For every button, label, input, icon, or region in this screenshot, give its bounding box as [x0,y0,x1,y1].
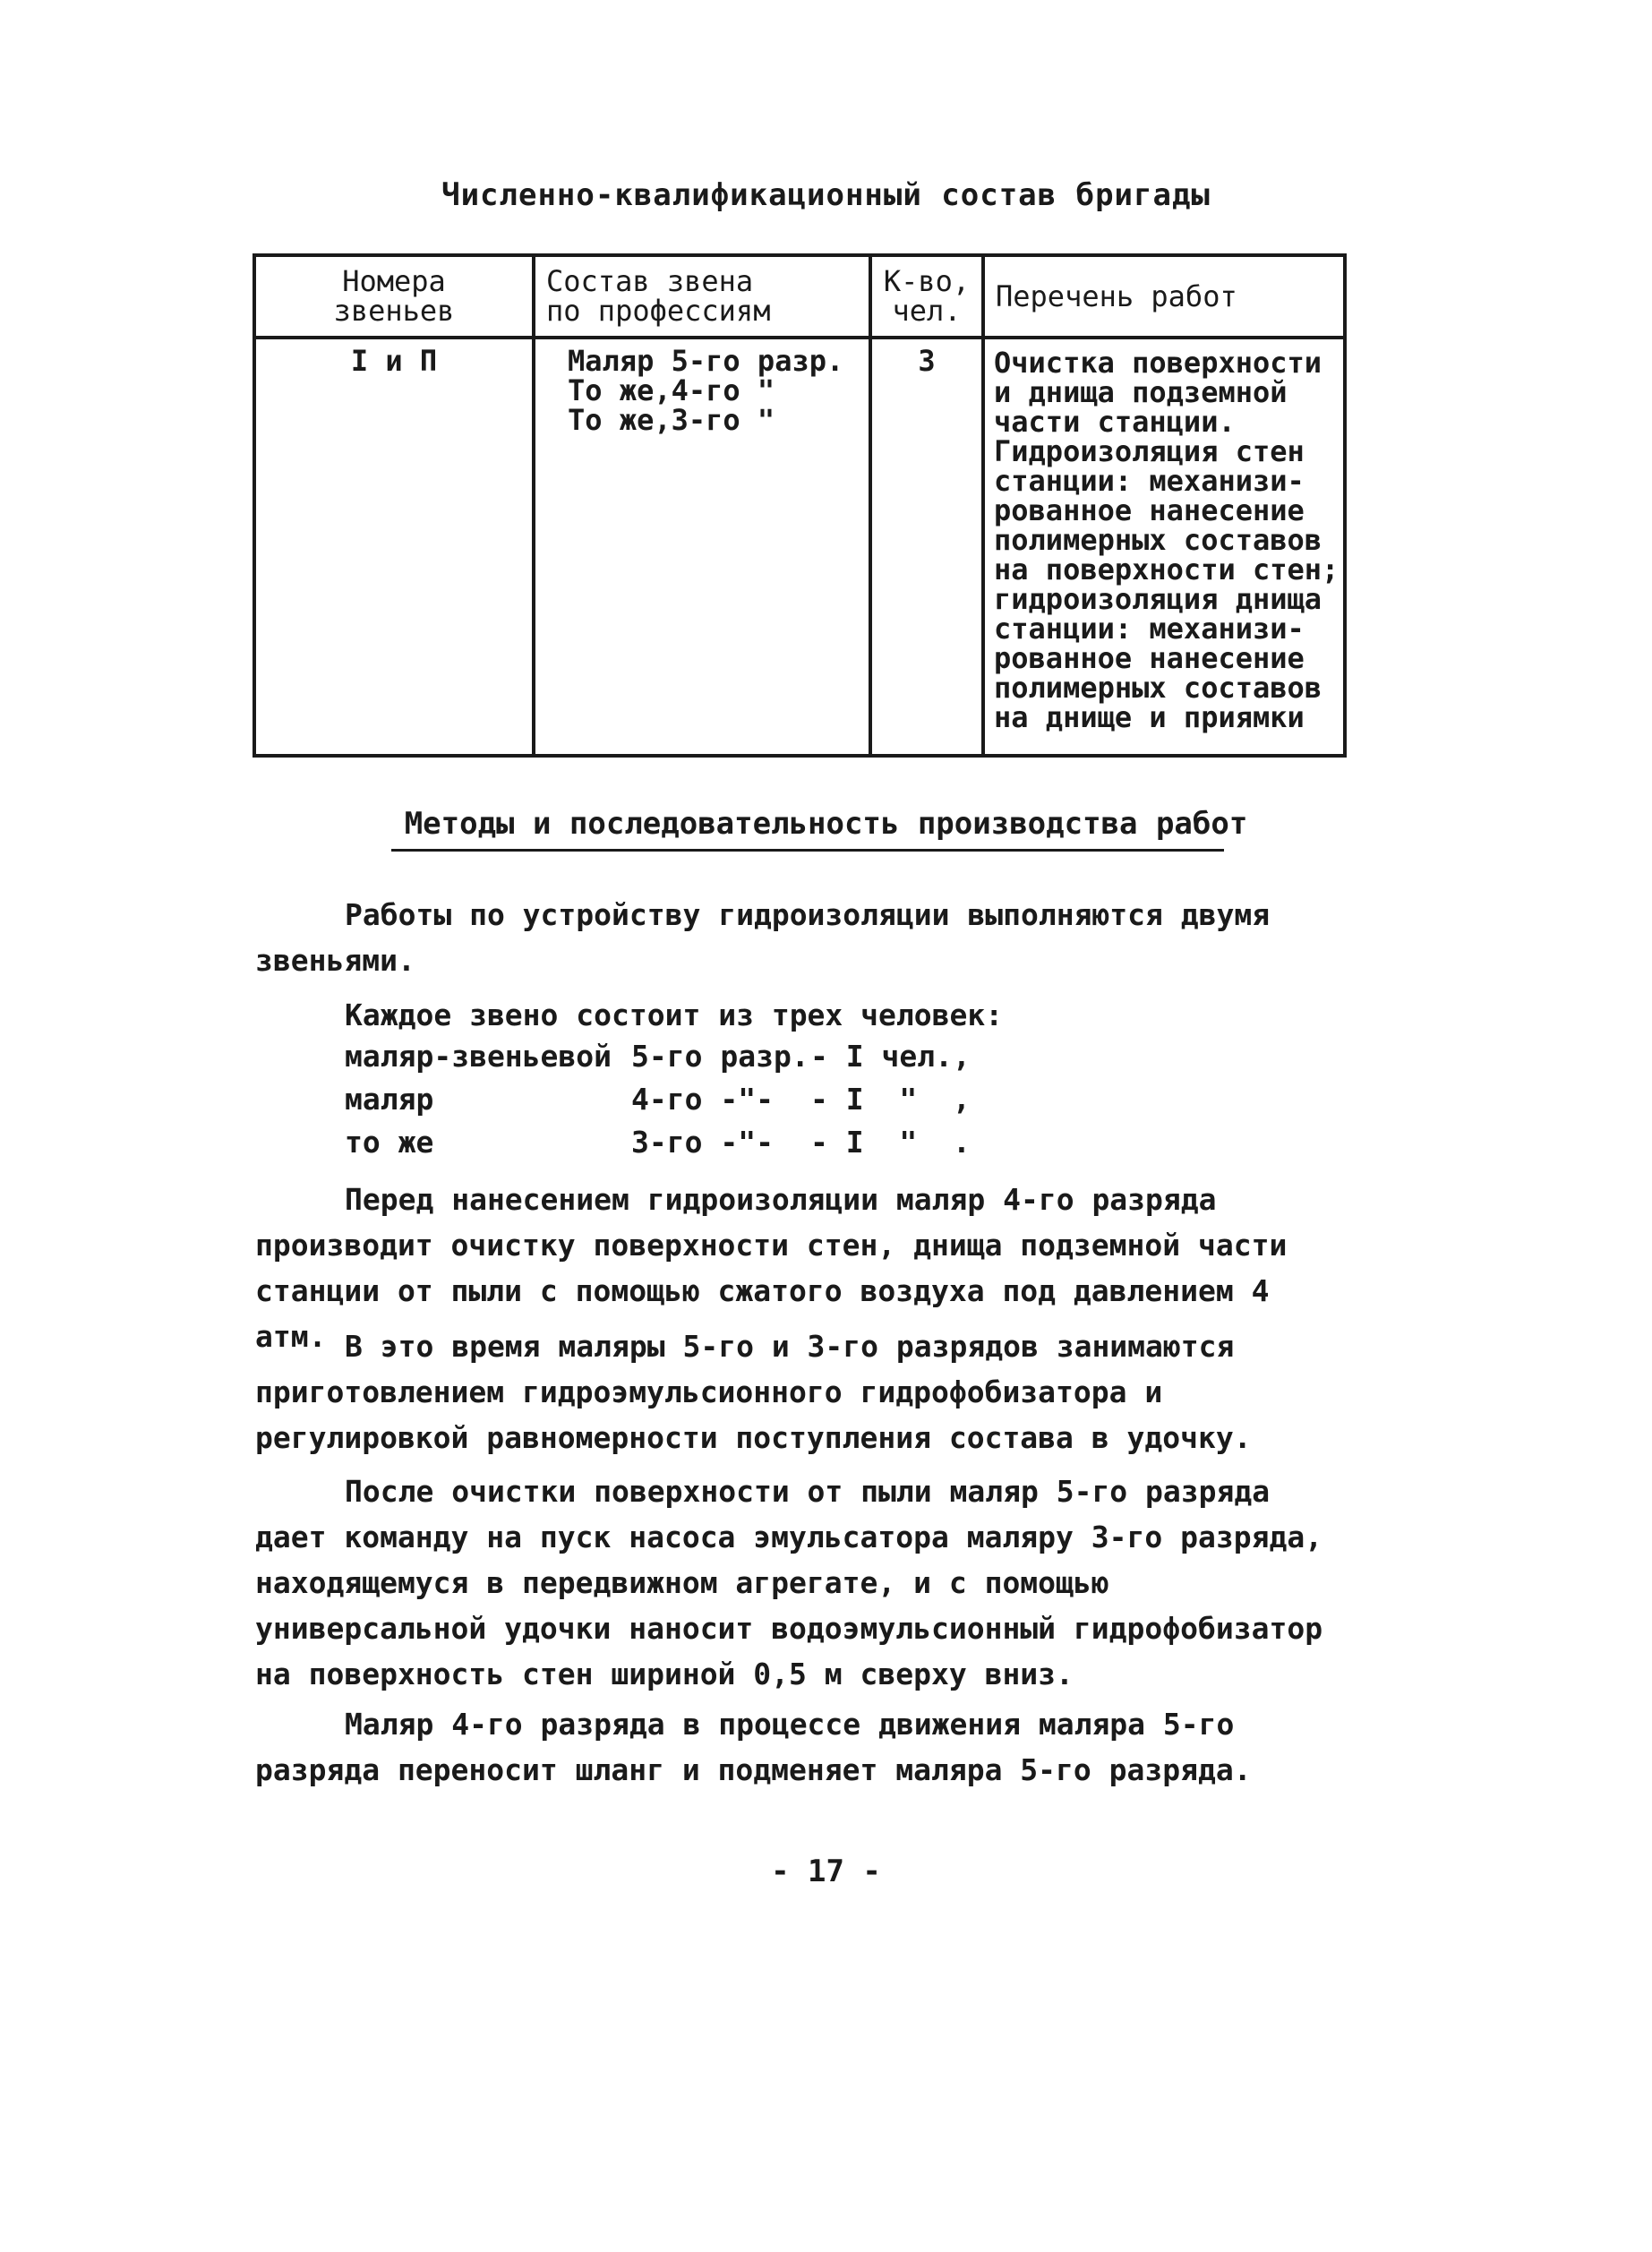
brigade-composition-table [253,253,1347,758]
crew-row [345,1035,989,1078]
section-heading: Методы и последовательность производства работ [404,806,1248,842]
heading-underline [391,849,1224,852]
paragraph-preparation [255,1323,1357,1460]
header-count: К-во, чел. [870,255,983,338]
paragraph-text: Перед нанесением гидроизоляции маляр 4-го разряда производит очистку поверхности стен, днища подземной части станции от пыли с помощью сжатого воздуха под давлением 4 атм. [255,1182,1288,1354]
crew-grade: 3-го -"- [631,1125,774,1160]
cell-count: 3 [870,338,983,756]
crew-grade: 5-го разр. [631,1039,809,1074]
header-units: Номера звеньев [254,255,534,338]
header-composition: Состав звена по профессиям [534,255,870,338]
table-header-row [254,255,1345,338]
paragraph-hose [255,1701,1357,1793]
crew-list [345,1035,989,1164]
cell-units: I и П [254,338,534,756]
crew-count: - I " , [810,1082,971,1117]
crew-role: маляр-звеньевой [345,1039,612,1074]
intro-text: Работы по устройству гидроизоляции выполняются двумя звеньями. [255,897,1271,978]
intro-paragraph [255,892,1357,983]
paragraph-application [255,1469,1357,1697]
crew-lead-text: Каждое звено состоит из трех человек: [345,998,1004,1032]
header-works: Перечень работ [983,255,1345,338]
table-row [254,338,1345,756]
crew-role: то же [345,1125,434,1160]
paragraph-text: Маляр 4-го разряда в процессе движения маляра 5-го разряда переносит шланг и подменяет маляра 5-го разряда. [255,1707,1252,1787]
page-number: - 17 - [771,1854,881,1889]
table-title: Численно-квалификационный состав бригады [441,177,1211,213]
cell-composition: Маляр 5-го разр. То же,4-го " То же,3-го " [534,338,870,756]
paragraph-text: После очистки поверхности от пыли маляр 5-го разряда дает команду на пуск насоса эмульсатора маляру 3-го разряда, находящемуся в передвижном агрегате, и с помощью универсальной удочки наносит водоэмульсионный гидрофобизатор на поверхность стен шириной 0,5 м сверху вниз. [255,1474,1323,1691]
crew-lead-line [345,992,1446,1038]
cell-works: Очистка поверхности и днища подземной части станции. Гидроизоляция стен станции: механизи- рованное нанесение полимерных составов на поверхности стен; гидроизоляция днища станции: механизи- рованное нанесение полимерных составов на днище и приямки [983,338,1345,756]
crew-row [345,1121,989,1164]
paragraph-text: В это время маляры 5-го и 3-го разрядов занимаются приготовлением гидроэмульсионного гидрофобизатора и регулировкой равномерности поступления состава в удочку. [255,1329,1252,1455]
crew-role: маляр [345,1082,434,1117]
crew-row [345,1078,989,1121]
crew-grade: 4-го -"- [631,1082,774,1117]
crew-count: - I " . [810,1125,971,1160]
crew-count: - I чел., [810,1039,971,1074]
